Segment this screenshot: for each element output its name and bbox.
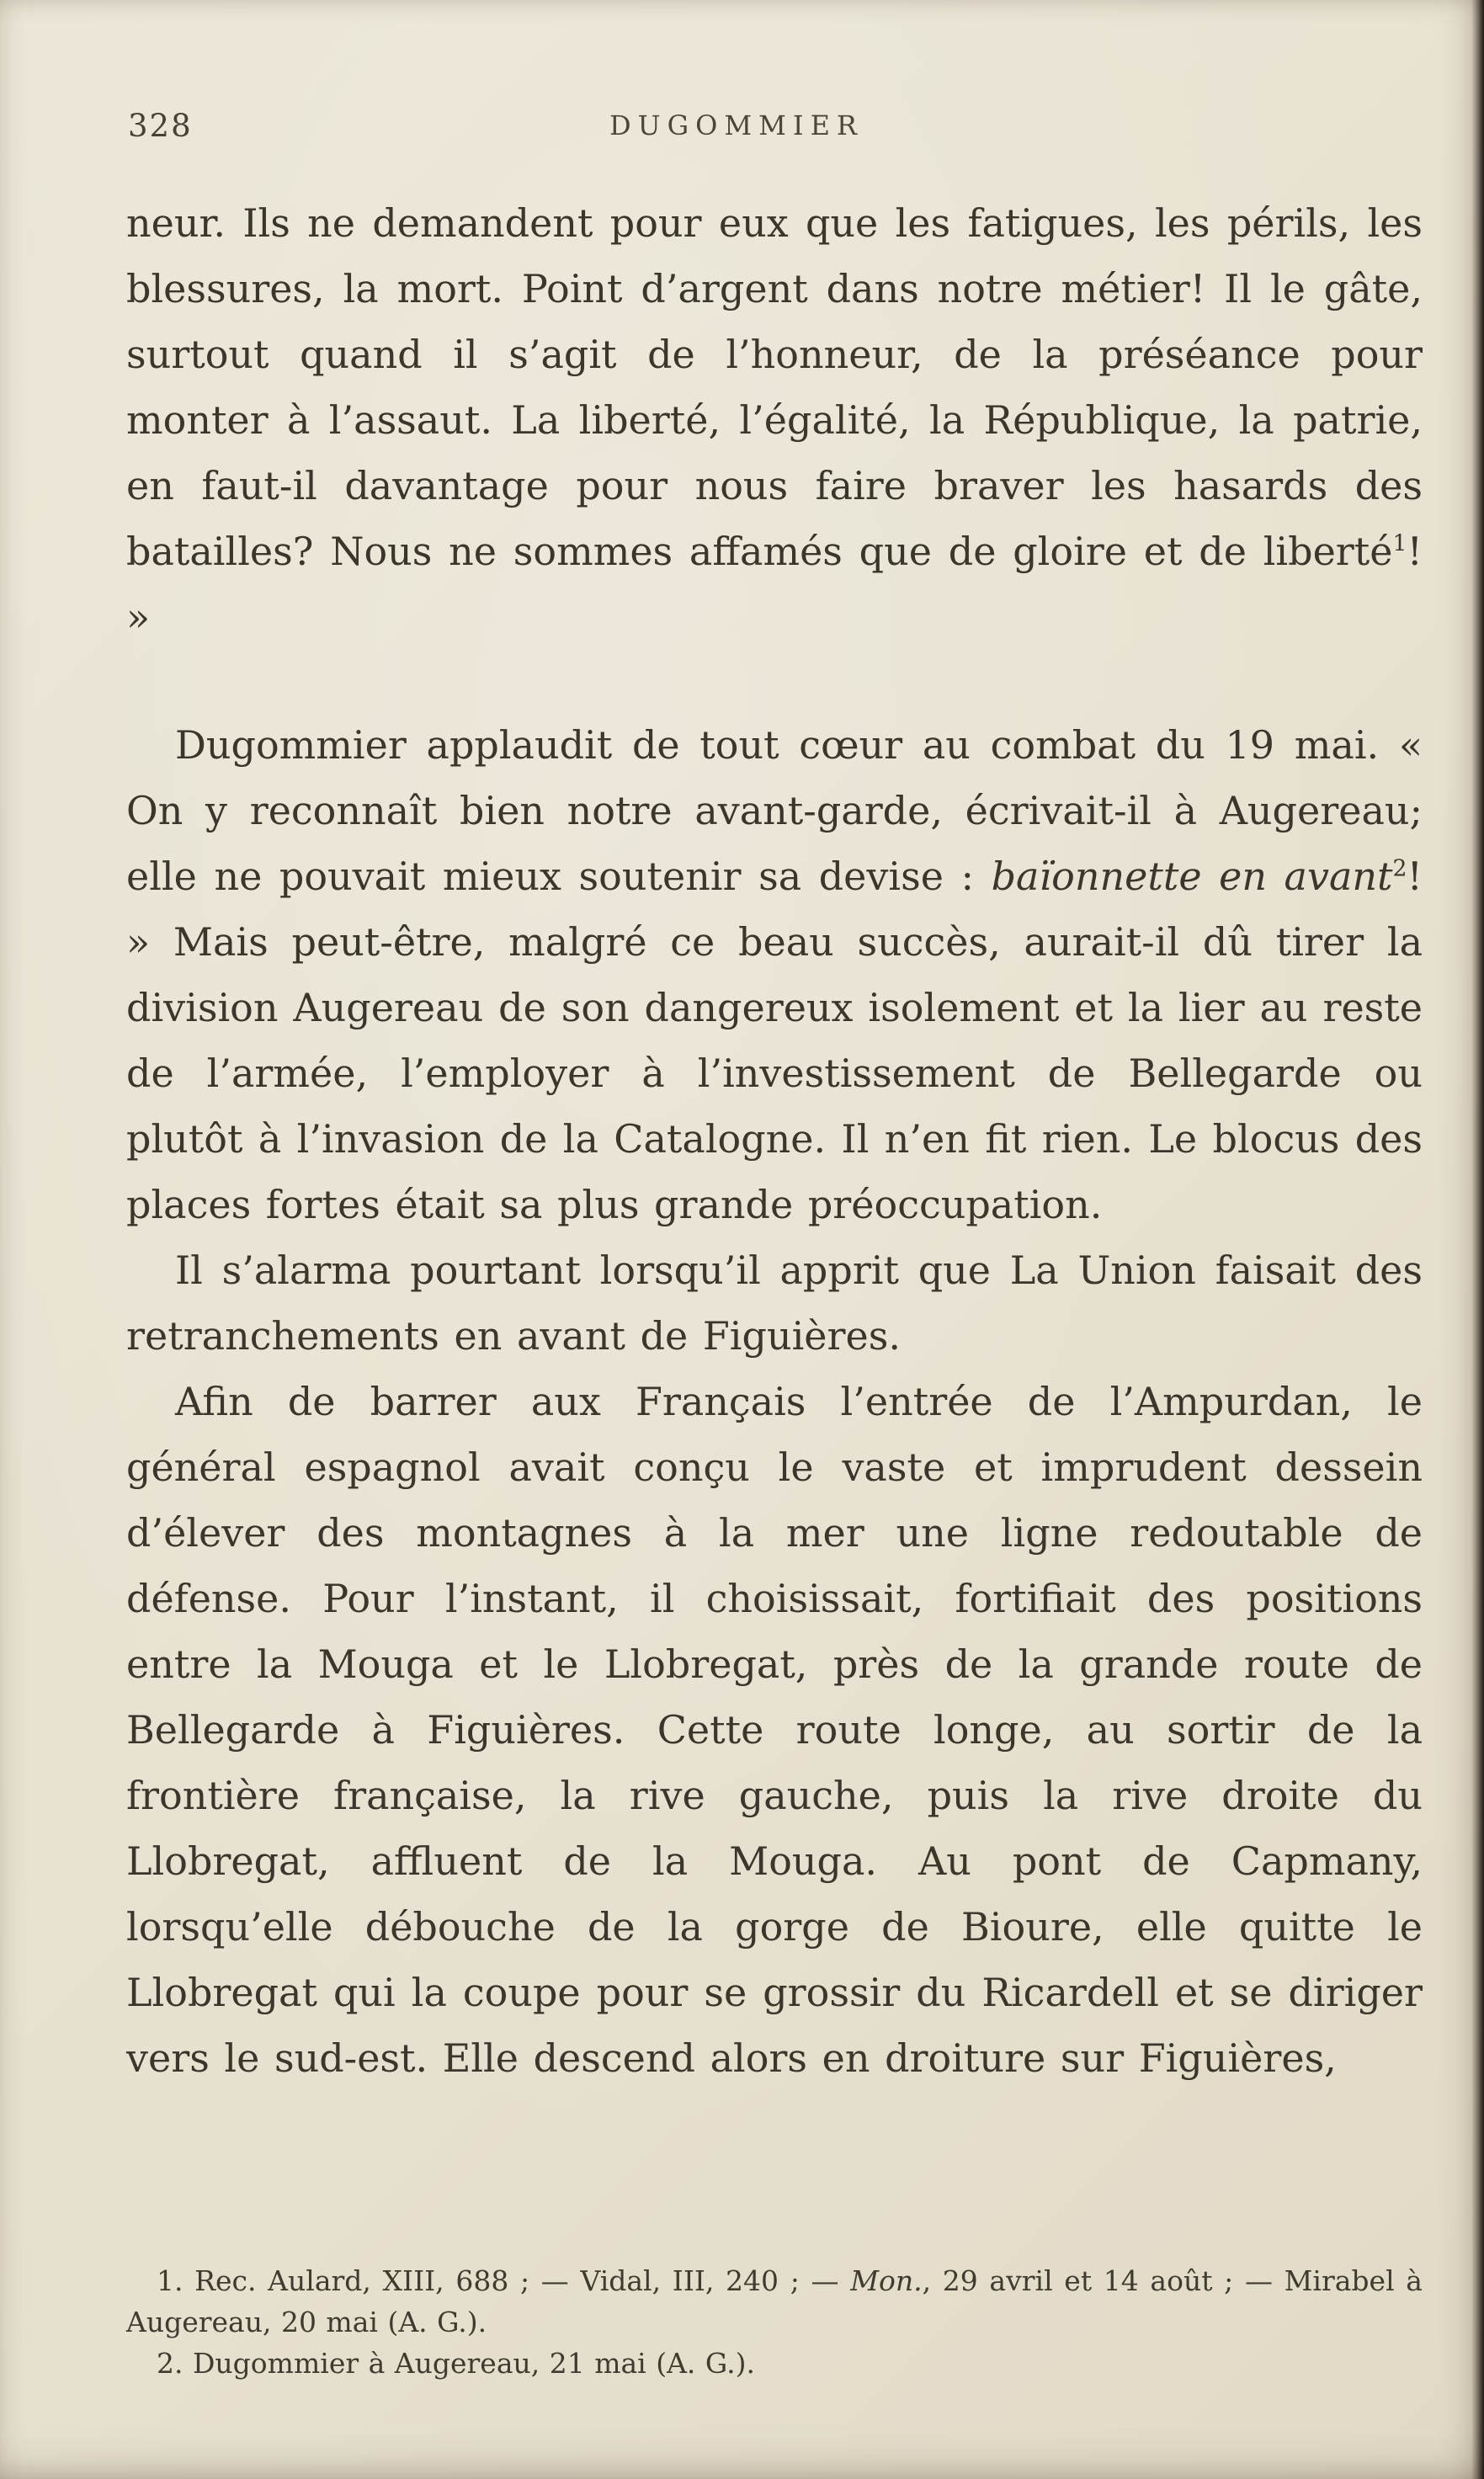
body-text: [126, 190, 1423, 2091]
text-run: ! » Mais peut-être, malgré ce beau succès, aurait-il dû tirer la division Augereau de son dangereux isolement et la lier au reste de l’armée, l’employer à l’investissement de Bellegarde ou plutôt à l’invasion de la Catalogne. Il n’en fit rien. Le blocus des places fortes était sa plus grande préoccupation.: [126, 854, 1423, 1227]
footnotes: [126, 2260, 1423, 2384]
page-content: [126, 101, 1423, 2380]
italic-text: Mon.: [850, 2264, 923, 2297]
paragraph: [126, 712, 1423, 1237]
paragraph: [126, 190, 1423, 650]
italic-text: baïonnette en avant: [991, 854, 1393, 899]
footnote: [126, 2343, 1423, 2384]
paragraph: [126, 1369, 1423, 2091]
footnote-reference: 1: [1392, 530, 1407, 557]
text-run: ! »: [126, 529, 1423, 640]
page-number: 328: [128, 108, 193, 144]
text-run: , 29 avril et 14 août ; — Mirabel à Augereau, 20 mai (A. G.).: [126, 2264, 1423, 2338]
text-run: Dugommier applaudit de tout cœur au combat du 19 mai. « On y reconnaît bien notre avant-garde, écrivait-il à Augereau; elle ne pouvait mieux soutenir sa devise :: [126, 722, 1423, 899]
page-header: [126, 101, 1423, 150]
text-run: 1. Rec. Aulard, XIII, 688 ; — Vidal, III, 240 ; —: [157, 2264, 851, 2297]
footnote-reference: 2: [1392, 855, 1407, 882]
text-run: Il s’alarma pourtant lorsqu’il apprit que La Union faisait des retranchements en avant de Figuières.: [126, 1247, 1423, 1359]
text-run: Afin de barrer aux Français l’entrée de l’Ampurdan, le général espagnol avait conçu le vaste et imprudent dessein d’élever des montagnes à la mer une ligne redoutable de défense. Pour l’instant, il choisissait, fortifiait des positions entre la Mouga et le Llobregat, près de la grande route de Bellegarde à Figuières. Cette route longe, au sortir de la frontière française, la rive gauche, puis la rive droite du Llobregat, affluent de la Mouga. Au pont de Capmany, lorsqu’elle débouche de la gorge de Bioure, elle quitte le Llobregat qui la coupe pour se grossir du Ricardell et se diriger vers le sud-est. Elle descend alors en droiture sur Figuières,: [126, 1379, 1423, 2081]
page-edge-shadow: [1471, 0, 1484, 2479]
footnote: [126, 2260, 1423, 2343]
running-title: DUGOMMIER: [609, 109, 864, 141]
text-run: neur. Ils ne demandent pour eux que les fatigues, les périls, les blessures, la mort. Point d’argent dans notre métier! Il le gâte, surtout quand il s’agit de l’honneur, de la préséance pour monter à l’assaut. La liberté, l’égalité, la République, la patrie, en faut-il davantage pour nous faire braver les hasards des batailles? Nous ne sommes affamés que de gloire et de liberté: [126, 200, 1423, 574]
paragraph: [126, 1237, 1423, 1369]
text-run: 2. Dugommier à Augereau, 21 mai (A. G.).: [157, 2347, 755, 2380]
